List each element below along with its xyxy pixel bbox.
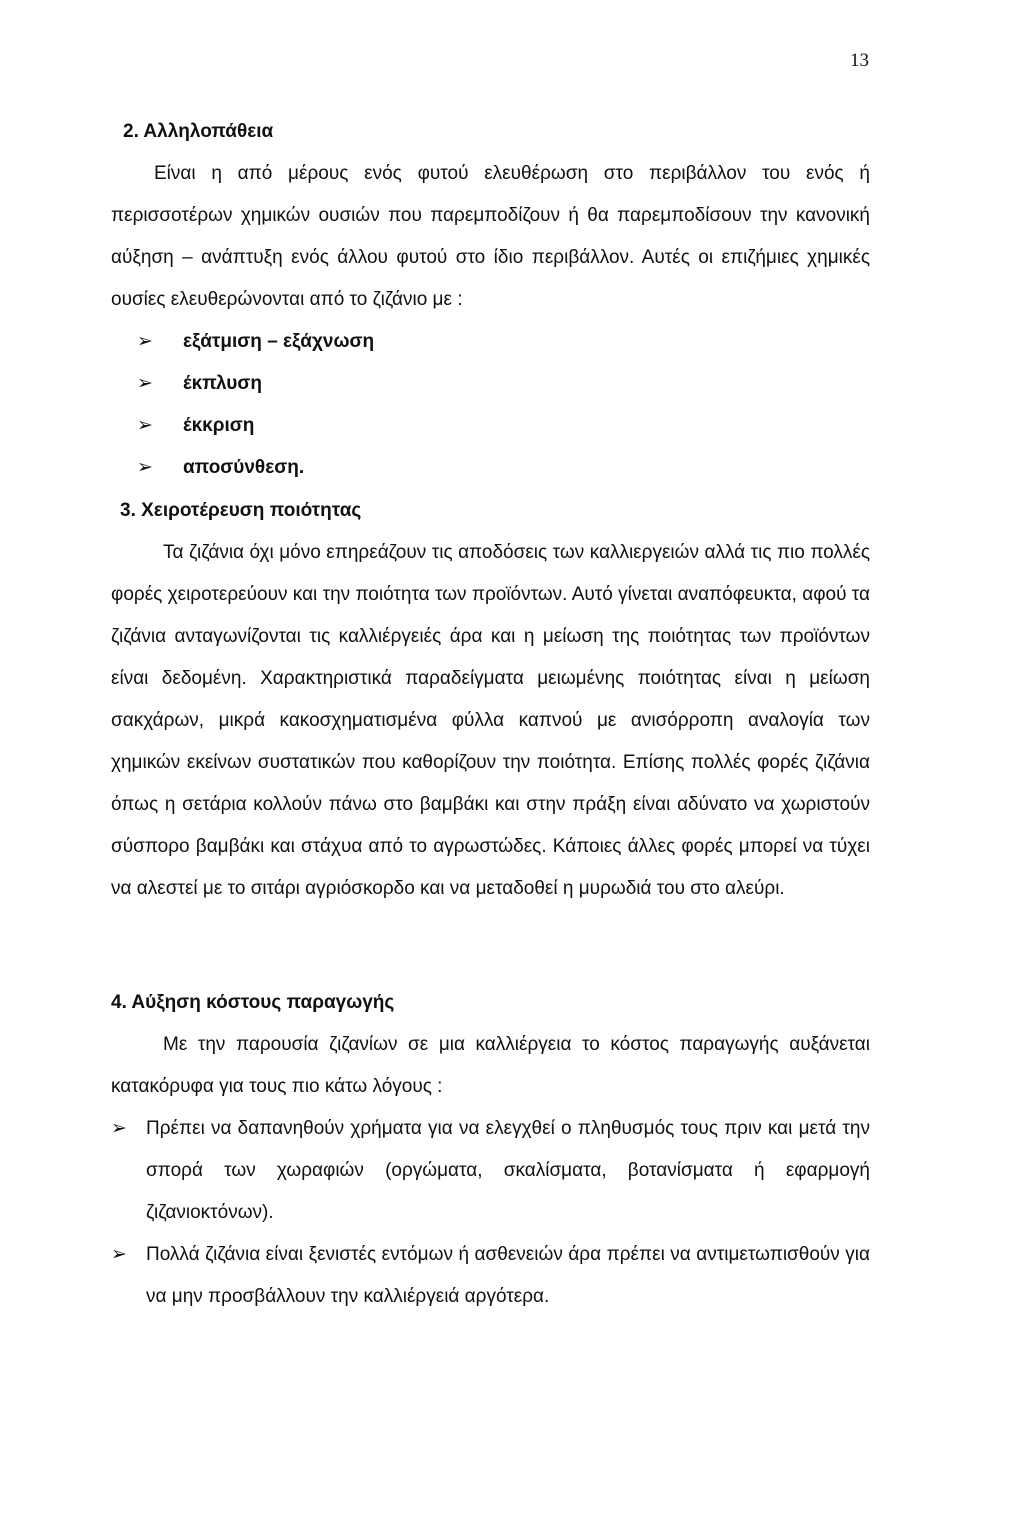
section-allelopathy [111,111,870,489]
arrow-bullet-icon: ➢ [111,1244,127,1265]
list-item: ➢ εξάτμιση – εξάχνωση [137,321,870,363]
list-item: ➢ Πολλά ζιζάνια είναι ξενιστές εντόμων ή ασθενειών άρα πρέπει να αντιμετωπισθούν για να μην προσβάλλουν την καλλιέργειά αργότερα. [111,1234,870,1318]
paragraph: Τα ζιζάνια όχι μόνο επηρεάζουν τις αποδόσεις των καλλιεργειών αλλά τις πιο πολλές φορές χειροτερεύουν και την ποιότητα των προϊόντων. Αυτό γίνεται αναπόφευκτα, αφού τα ζιζάνια ανταγωνίζονται τις καλλιέργειές άρα και η μείωση της ποιότητας των προϊόντων είναι δεδομένη. Χαρακτηριστικά παραδείγματα μειωμένης ποιότητας είναι η μείωση σακχάρων, μικρά κακοσχηματισμένα φύλλα καπνού με ανισόρροπη αναλογία των χημικών εκείνων συστατικών που καθορίζουν την ποιότητα. Επίσης πολλές φορές ζιζάνια όπως η σετάρια κολλούν πάνω στο βαμβάκι και στην πράξη είναι αδύνατο να χωριστούν σύσπορο βαμβάκι και στάχυα από το αγρωστώδες. Κάποιες άλλες φορές μπορεί να τύχει να αλεστεί με το σιτάρι αγριόσκορδο και να μεταδοθεί η μυρωδιά του στο αλεύρι. [111,542,870,899]
list-item: ➢ έκκριση [137,405,870,447]
section-heading: 2. Αλληλοπάθεια [123,121,274,142]
bullet-list [111,321,870,489]
section-heading: 4. Αύξηση κόστους παραγωγής [111,992,395,1013]
arrow-bullet-icon: ➢ [137,415,153,436]
section-quality-deterioration [111,490,870,910]
paragraph: Είναι η από μέρους ενός φυτού ελευθέρωση στο περιβάλλον του ενός ή περισσοτέρων χημικών ουσιών που παρεμποδίζουν ή θα παρεμποδίσουν την κανονική αύξηση – ανάπτυξη ενός άλλου φυτού στο ίδιο περιβάλλον. Αυτές οι επιζήμιες χημικές ουσίες ελευθερώνονται από το ζιζάνιο με : [111,163,870,310]
section-heading: 3. Χειροτέρευση ποιότητας [120,500,362,521]
bullet-list [111,1108,870,1318]
arrow-bullet-icon: ➢ [137,331,153,352]
arrow-bullet-icon: ➢ [137,457,153,478]
list-item: ➢ Πρέπει να δαπανηθούν χρήματα για να ελεγχθεί ο πληθυσμός τους πριν και μετά την σπορά των χωραφιών (οργώματα, σκαλίσματα, βοτανίσματα ή εφαρμογή ζιζανιοκτόνων). [111,1108,870,1234]
paragraph: Με την παρουσία ζιζανίων σε μια καλλιέργεια το κόστος παραγωγής αυξάνεται κατακόρυφα για τους πιο κάτω λόγους : [111,1034,870,1097]
page-number: 13 [850,50,869,71]
list-item: ➢ έκπλυση [137,363,870,405]
arrow-bullet-icon: ➢ [111,1118,127,1139]
arrow-bullet-icon: ➢ [137,373,153,394]
section-production-cost [111,982,870,1318]
list-item: ➢ αποσύνθεση. [137,447,870,489]
